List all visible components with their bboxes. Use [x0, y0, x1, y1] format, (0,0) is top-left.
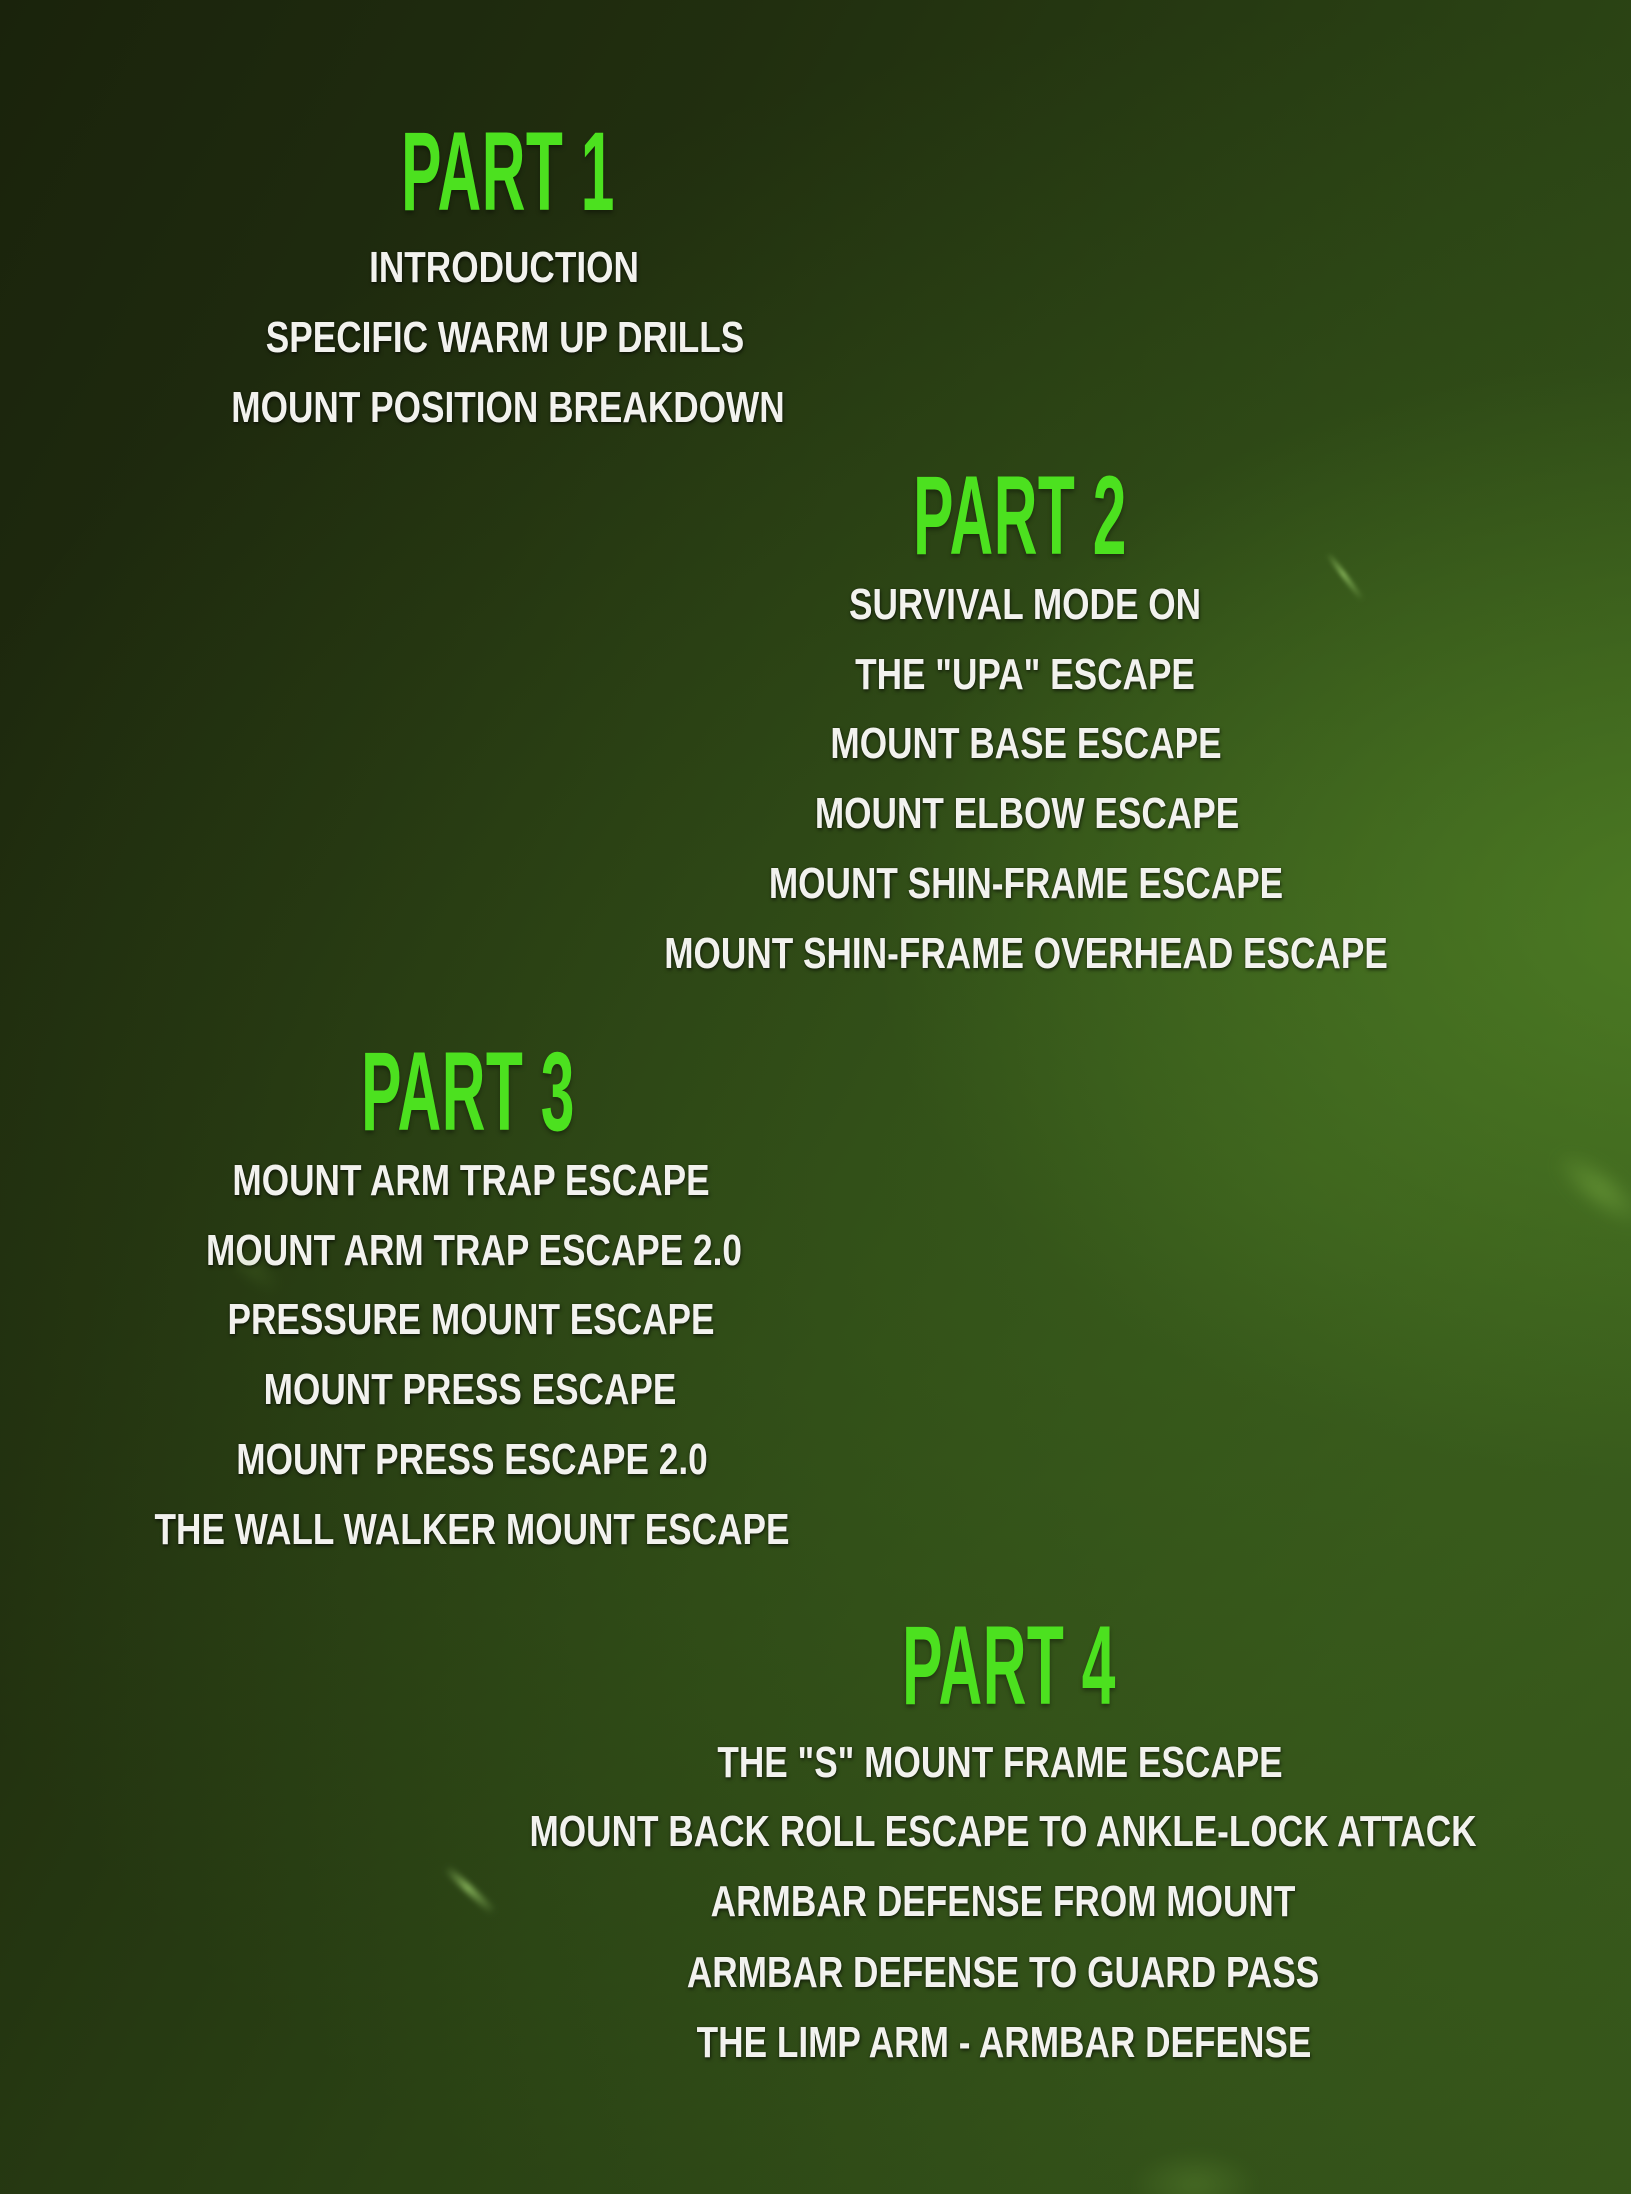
- light-streak: [1544, 1139, 1631, 1240]
- part-2-item-4: MOUNT ELBOW ESCAPE: [814, 789, 1240, 838]
- part-4-item-4: ARMBAR DEFENSE TO GUARD PASS: [686, 1948, 1320, 1997]
- part-1-item-3: MOUNT POSITION BREAKDOWN: [231, 383, 785, 432]
- part-2-item-2: THE "UPA" ESCAPE: [855, 650, 1195, 699]
- part-3-item-5: MOUNT PRESS ESCAPE 2.0: [236, 1435, 708, 1484]
- part-2-item-6: MOUNT SHIN-FRAME OVERHEAD ESCAPE: [664, 929, 1388, 978]
- part-2-item-5: MOUNT SHIN-FRAME ESCAPE: [768, 859, 1284, 908]
- part-4-title: PART 4: [902, 1603, 1116, 1728]
- light-streak: [443, 1865, 497, 1916]
- part-1-item-1: INTRODUCTION: [369, 243, 639, 292]
- part-1-item-2: SPECIFIC WARM UP DRILLS: [265, 313, 745, 362]
- part-3-item-6: THE WALL WALKER MOUNT ESCAPE: [154, 1505, 790, 1554]
- part-3-item-4: MOUNT PRESS ESCAPE: [263, 1365, 677, 1414]
- part-4-item-2: MOUNT BACK ROLL ESCAPE TO ANKLE-LOCK ATTACK: [529, 1807, 1477, 1856]
- part-3-item-1: MOUNT ARM TRAP ESCAPE: [232, 1156, 710, 1205]
- light-streak: [1326, 552, 1365, 601]
- part-4-item-1: THE "S" MOUNT FRAME ESCAPE: [717, 1738, 1283, 1787]
- part-3-item-3: PRESSURE MOUNT ESCAPE: [227, 1295, 715, 1344]
- part-2-item-3: MOUNT BASE ESCAPE: [830, 719, 1222, 768]
- part-1-title: PART 1: [401, 109, 615, 234]
- light-streak: [1130, 2150, 1260, 2194]
- part-4-item-5: THE LIMP ARM - ARMBAR DEFENSE: [696, 2018, 1312, 2067]
- part-2-item-1: SURVIVAL MODE ON: [848, 580, 1202, 629]
- part-4-item-3: ARMBAR DEFENSE FROM MOUNT: [710, 1877, 1296, 1926]
- part-3-title: PART 3: [361, 1029, 575, 1154]
- part-3-item-2: MOUNT ARM TRAP ESCAPE 2.0: [206, 1226, 742, 1275]
- part-2-title: PART 2: [913, 453, 1127, 578]
